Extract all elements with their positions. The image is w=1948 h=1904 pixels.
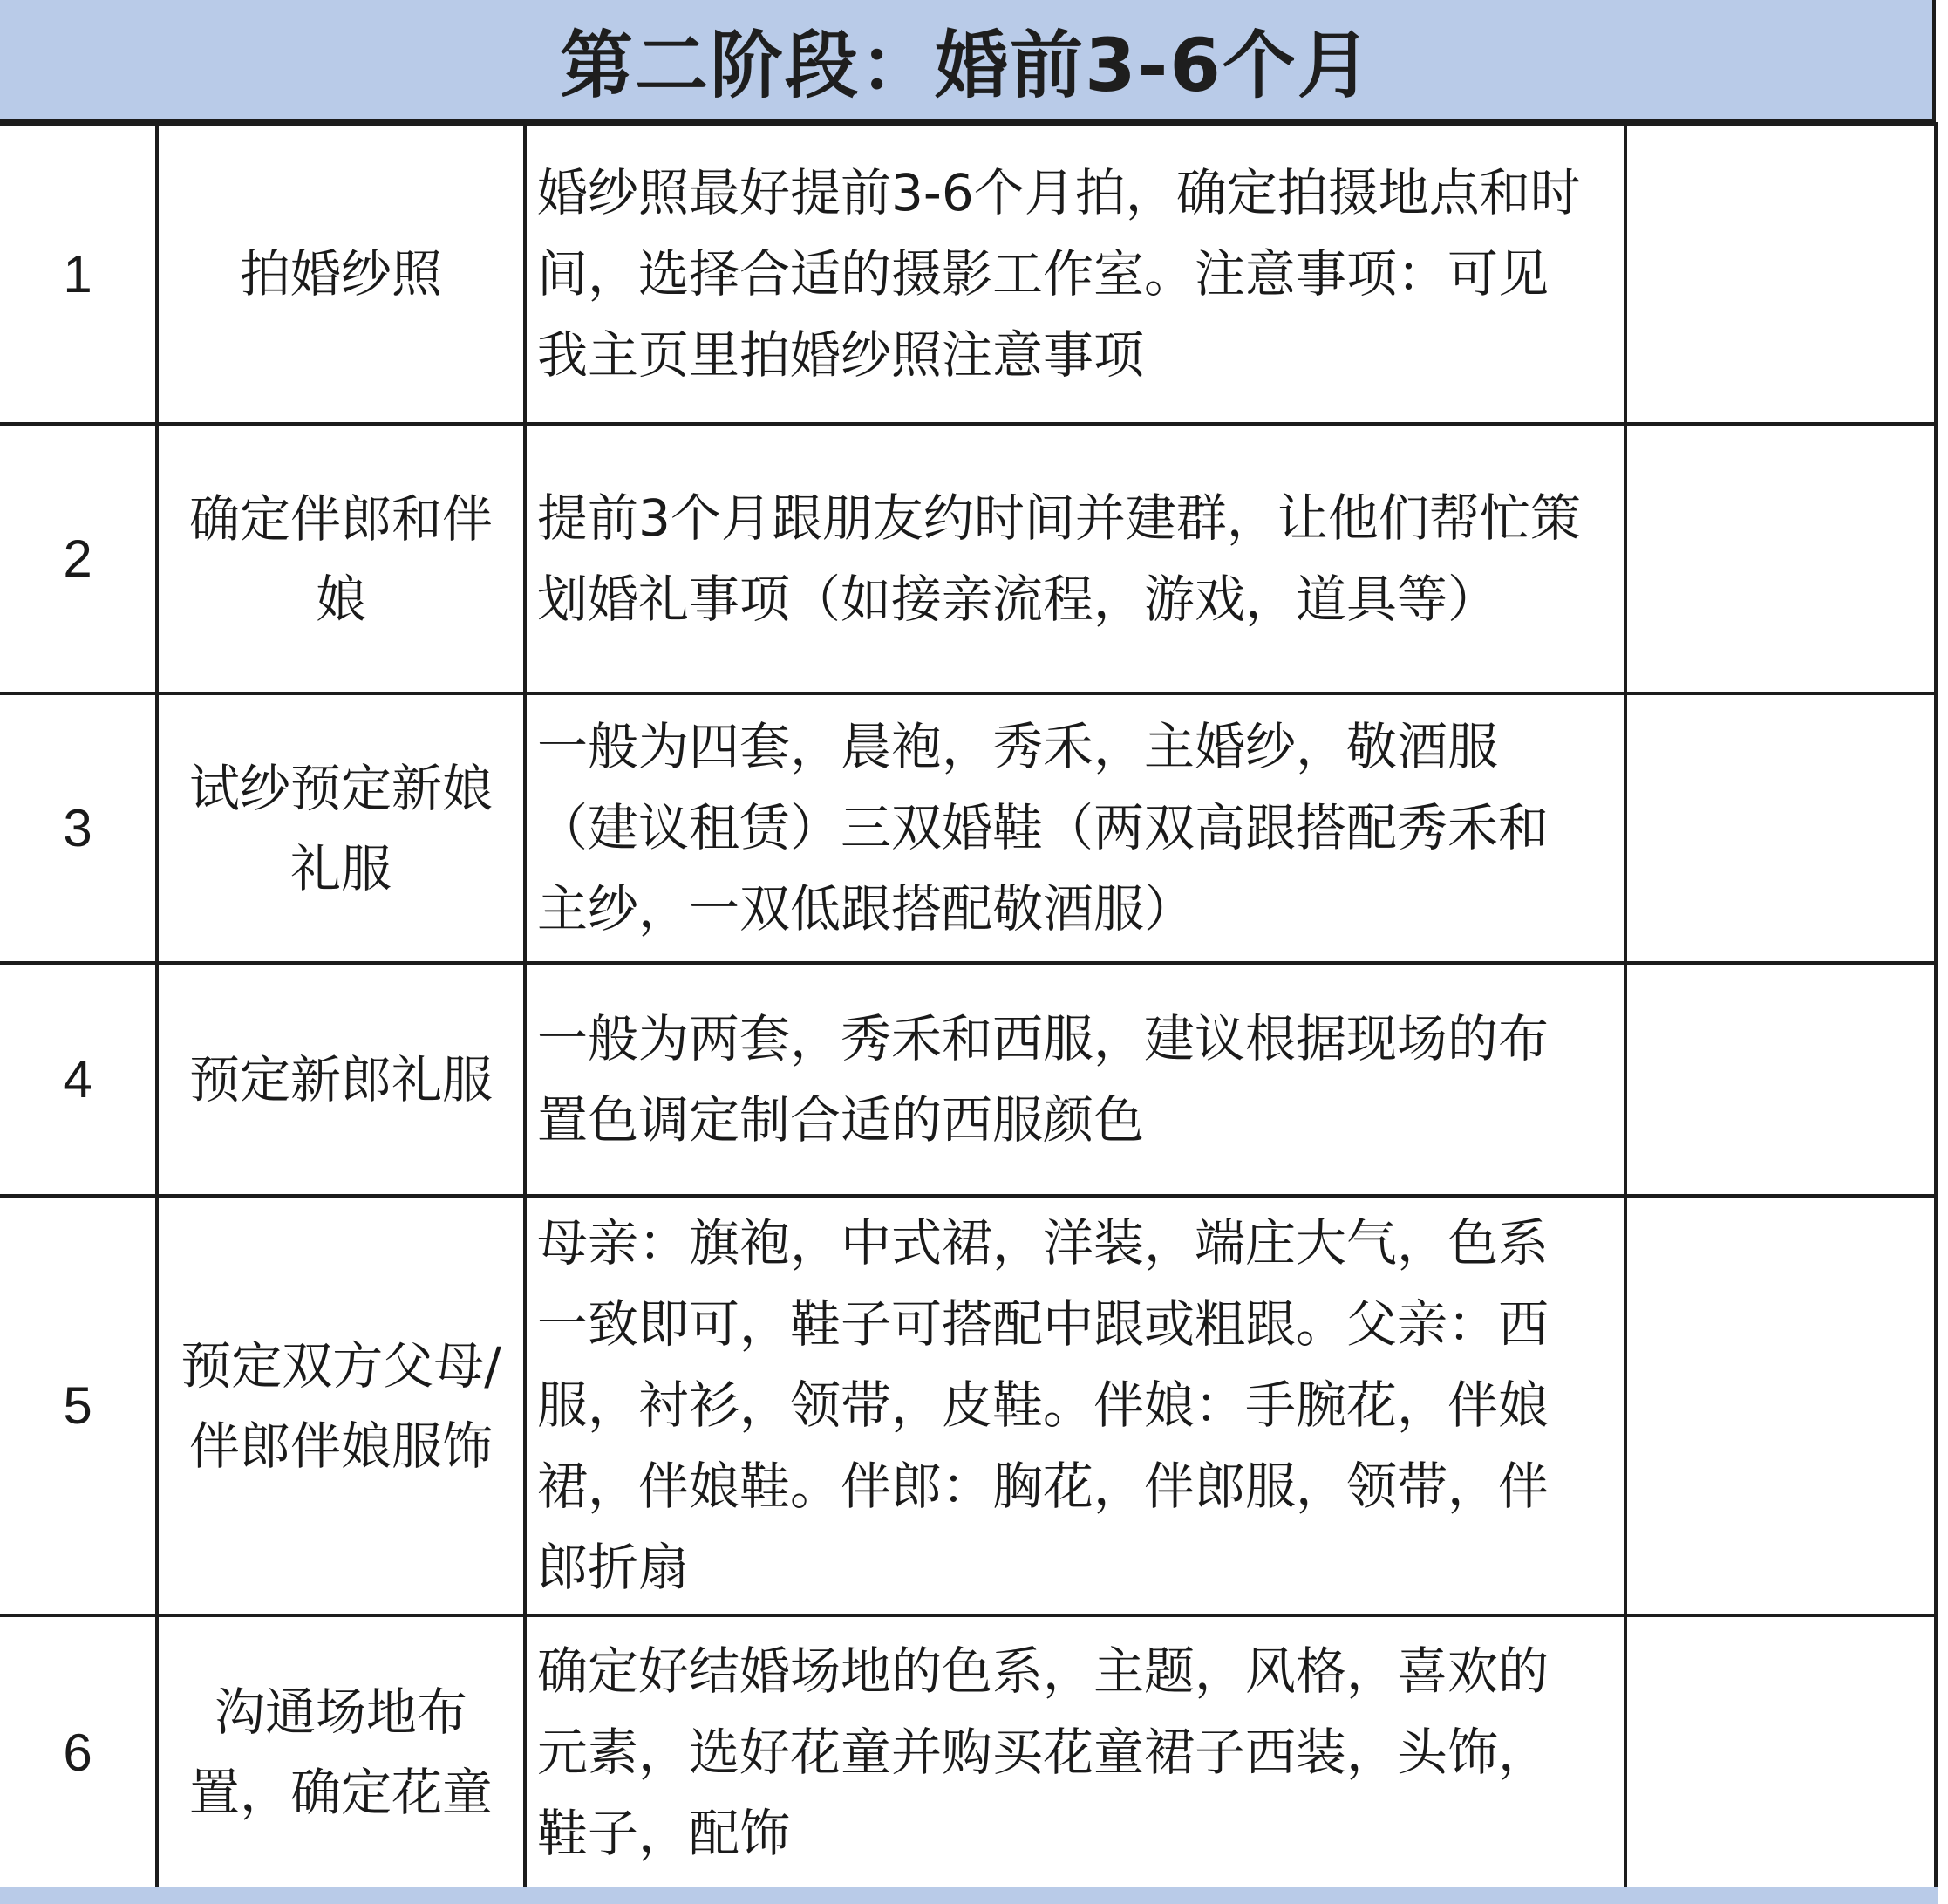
task-name: 预定双方父母/伴郎伴娘服饰 — [157, 1196, 525, 1615]
task-description: 一般为两套，秀禾和西服，建议根据现场的布置色调定制合适的西服颜色 — [525, 963, 1625, 1196]
task-note — [1625, 1615, 1936, 1889]
task-note — [1625, 124, 1936, 424]
task-description: 婚纱照最好提前3-6个月拍，确定拍摄地点和时间，选择合适的摄影工作室。注意事项：可见我主页里拍婚纱照注意事项 — [525, 124, 1625, 424]
next-section-band — [0, 1887, 1938, 1904]
table-row — [0, 124, 1936, 424]
table-row — [0, 424, 1936, 693]
task-note — [1625, 1196, 1936, 1615]
task-note — [1625, 963, 1936, 1196]
table-row — [0, 963, 1936, 1196]
row-number: 1 — [0, 124, 157, 424]
row-number: 6 — [0, 1615, 157, 1889]
row-number: 2 — [0, 424, 157, 693]
stage-title: 第二阶段：婚前3-6个月 — [560, 22, 1372, 108]
row-number: 3 — [0, 693, 157, 963]
stage-title-bar — [0, 0, 1936, 122]
task-description: 提前3个月跟朋友约时间并建群，让他们帮忙策划婚礼事项（如接亲流程，游戏，道具等） — [525, 424, 1625, 693]
task-description: 确定好结婚场地的色系，主题，风格，喜欢的元素，选好花童并购买花童裙子西装，头饰，鞋子，配饰 — [525, 1615, 1625, 1889]
task-table — [0, 122, 1938, 1891]
task-name: 试纱预定新娘礼服 — [157, 693, 525, 963]
task-name: 拍婚纱照 — [157, 124, 525, 424]
task-note — [1625, 424, 1936, 693]
table-row — [0, 693, 1936, 963]
table-row — [0, 1615, 1936, 1889]
task-note — [1625, 693, 1936, 963]
task-description: 母亲：旗袍，中式裙，洋装，端庄大气，色系一致即可，鞋子可搭配中跟或粗跟。父亲：西服，衬衫，领带，皮鞋。伴娘：手腕花，伴娘裙，伴娘鞋。伴郎：胸花，伴郎服，领带，伴郎折扇 — [525, 1196, 1625, 1615]
row-number: 5 — [0, 1196, 157, 1615]
task-name: 确定伴郎和伴娘 — [157, 424, 525, 693]
table-row — [0, 1196, 1936, 1615]
task-name: 预定新郎礼服 — [157, 963, 525, 1196]
task-description: 一般为四套，晨袍，秀禾，主婚纱，敬酒服（建议租赁）三双婚鞋（两双高跟搭配秀禾和主纱，一双低跟搭配敬酒服） — [525, 693, 1625, 963]
task-name: 沟通场地布置，确定花童 — [157, 1615, 525, 1889]
row-number: 4 — [0, 963, 157, 1196]
page-edge — [1938, 0, 1948, 1904]
